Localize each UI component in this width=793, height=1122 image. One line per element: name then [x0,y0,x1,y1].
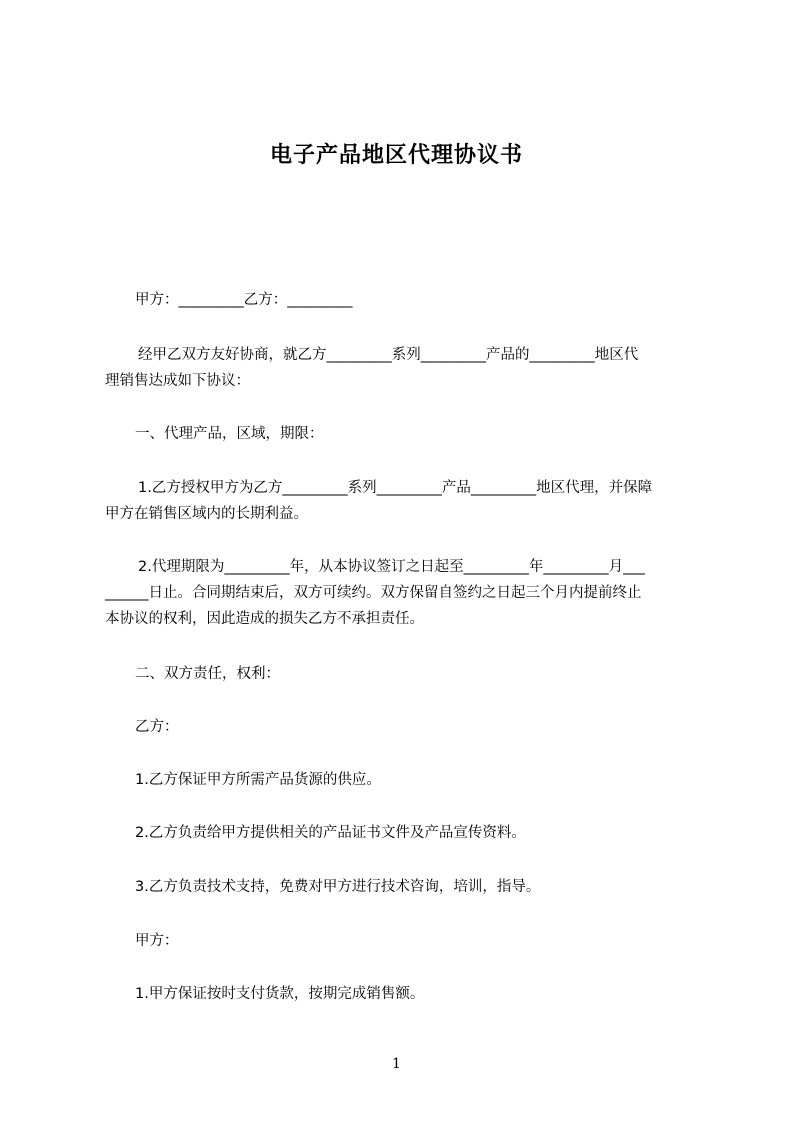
intro-paragraph [105,342,705,394]
item-1-1-line-1: 1.乙方授权甲方为乙方_________系列_________产品_________地区代理，并保障 [138,480,653,496]
section-2-heading: 二、双方责任，权利： [135,666,280,682]
page-number: 1 [392,1056,401,1072]
party-b-item-3: 3.乙方负责技术支持，免费对甲方进行技术咨询，培训，指导。 [135,879,541,895]
section-1-heading: 一、代理产品，区域，期限： [135,426,324,442]
item-1-2-line-2: ______日止。合同期结束后，双方可续约。双方保留自签约之日起三个月内提前终止 [105,585,642,601]
item-1-1-line-2: 甲方在销售区域内的长期利益。 [105,506,308,522]
party-b-label: 乙方： [135,719,179,735]
party-a-label: 甲方： [135,933,179,949]
item-1-2-line-1: 2.代理期限为_________年，从本协议签订之日起至_________年_________月___ [138,559,645,575]
parties-line: 甲方：_________乙方：_________ [135,292,353,308]
intro-line-1: 经甲乙双方友好协商，就乙方_________系列_________产品的_________地区代 [138,347,639,363]
party-b-item-1: 1.乙方保证甲方所需产品货源的供应。 [135,772,381,788]
item-1-2-line-3: 本协议的权利，因此造成的损失乙方不承担责任。 [105,611,424,627]
intro-line-2: 理销售达成如下协议： [105,373,250,389]
item-1-1-paragraph [105,475,705,527]
party-b-item-2: 2.乙方负责给甲方提供相关的产品证书文件及产品宣传资料。 [135,825,526,841]
party-a-item-1: 1.甲方保证按时支付货款，按期完成销售额。 [135,986,425,1002]
item-1-2-paragraph [105,554,705,632]
document-title: 电子产品地区代理协议书 [269,143,523,168]
